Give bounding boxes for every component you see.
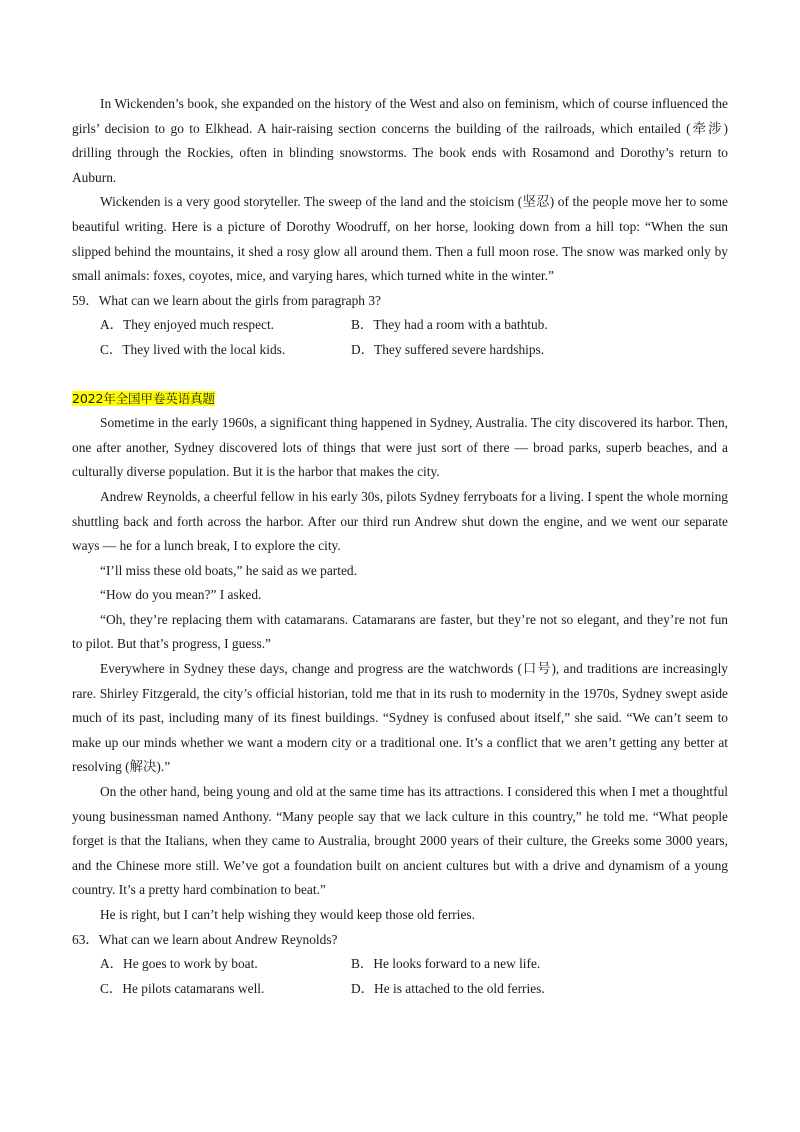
passage2-paragraph-3: “I’ll miss these old boats,” he said as we parted. [100,562,357,578]
passage1-paragraph-2: Wickenden is a very good storyteller. The sweep of the land and the stoicism (坚忍) of the people move her to some beautiful writing. Here is a picture of Dorothy Woodruff, on her horse, looking down from a hill top: “When the sun slipped behind the mountains, it shed a rosy glow all around them. Then a full moon rose. The snow was marked only by small animals: foxes, coyotes, mice, and varying hares, which turned white in the winter.” [72,194,728,284]
option-63-b: B．He looks forward to a new life. [351,956,541,972]
passage2-paragraph-1: Sometime in the early 1960s, a significant thing happened in Sydney, Australia. The city discovered its harbor. Then, one after another, Sydney discovered lots of things that were just sort of there — broad parks, superb beaches, and a culturally diverse population. But it is the harbor that makes the city. [72,415,728,480]
passage2-paragraph-5: “Oh, they’re replacing them with catamarans. Catamarans are faster, but they’re not so elegant, and they’re not fun to pilot. But that’s progress, I guess.” [72,611,728,652]
document-page [72,92,728,1001]
option-59-c: C．They lived with the local kids. [100,341,286,357]
option-59-d: D．They suffered severe hardships. [351,341,545,357]
option-63-c: C．He pilots catamarans well. [100,980,265,996]
question-63-options-row-1 [100,952,728,977]
option-59-a: A．They enjoyed much respect. [100,317,275,333]
section-gap [72,363,728,387]
passage2-paragraph-8: He is right, but I can’t help wishing they would keep those old ferries. [100,907,475,922]
option-63-a: A．He goes to work by boat. [100,956,258,972]
exam-source-tag: 2022年全国甲卷英语真题 [72,390,215,406]
question-59: 59．What can we learn about the girls from paragraph 3? [72,292,381,308]
question-63-options-row-2 [100,977,728,1002]
passage2-paragraph-7: On the other hand, being young and old at the same time has its attractions. I considered this when I met a thoughtful young businessman named Anthony. “Many people say that we lack culture in this country,” he told me. “What people forget is that the Italians, when they came to Australia, brought 2000 years of their culture, the Greeks some 3000 years, and the Chinese more still. We’ve got a foundation built on ancient cultures but with a drive and dynamism of a young country. It’s a pretty hard combination to beat.” [72,784,728,898]
passage1-paragraph-1: In Wickenden’s book, she expanded on the history of the West and also on feminism, which of course influenced the girls’ decision to go to Elkhead. A hair-raising section concerns the building of the railroads, which entailed (牵涉) drilling through the Rockies, often in blinding snowstorms. The book ends with Rosamond and Dorothy’s return to Auburn. [72,96,728,185]
question-59-options-row-2 [100,338,728,363]
passage2-paragraph-2: Andrew Reynolds, a cheerful fellow in his early 30s, pilots Sydney ferryboats for a living. I spent the whole morning shuttling back and forth across the harbor. After our third run Andrew shut down the engine, and we went our separate ways — he for a lunch break, I to explore the city. [72,488,728,554]
question-59-options-row-1 [100,313,728,338]
passage2-paragraph-4: “How do you mean?” I asked. [100,587,262,603]
question-63: 63．What can we learn about Andrew Reynolds? [72,931,338,947]
option-63-d: D．He is attached to the old ferries. [351,980,545,996]
option-59-b: B．They had a room with a bathtub. [351,317,548,333]
passage2-paragraph-6: Everywhere in Sydney these days, change and progress are the watchwords (口号), and traditions are increasingly rare. Shirley Fitzgerald, the city’s official historian, told me that in its rush to modernity in the 1970s, Sydney swept aside much of its past, including many of its finest buildings. “Sydney is confused about itself,” she said. “We can’t seem to make up our minds whether we want a modern city or a traditional one. It’s a conflict that we aren’t getting any better at resolving (解决).” [72,661,728,775]
exam-source-tag-line [72,387,728,412]
